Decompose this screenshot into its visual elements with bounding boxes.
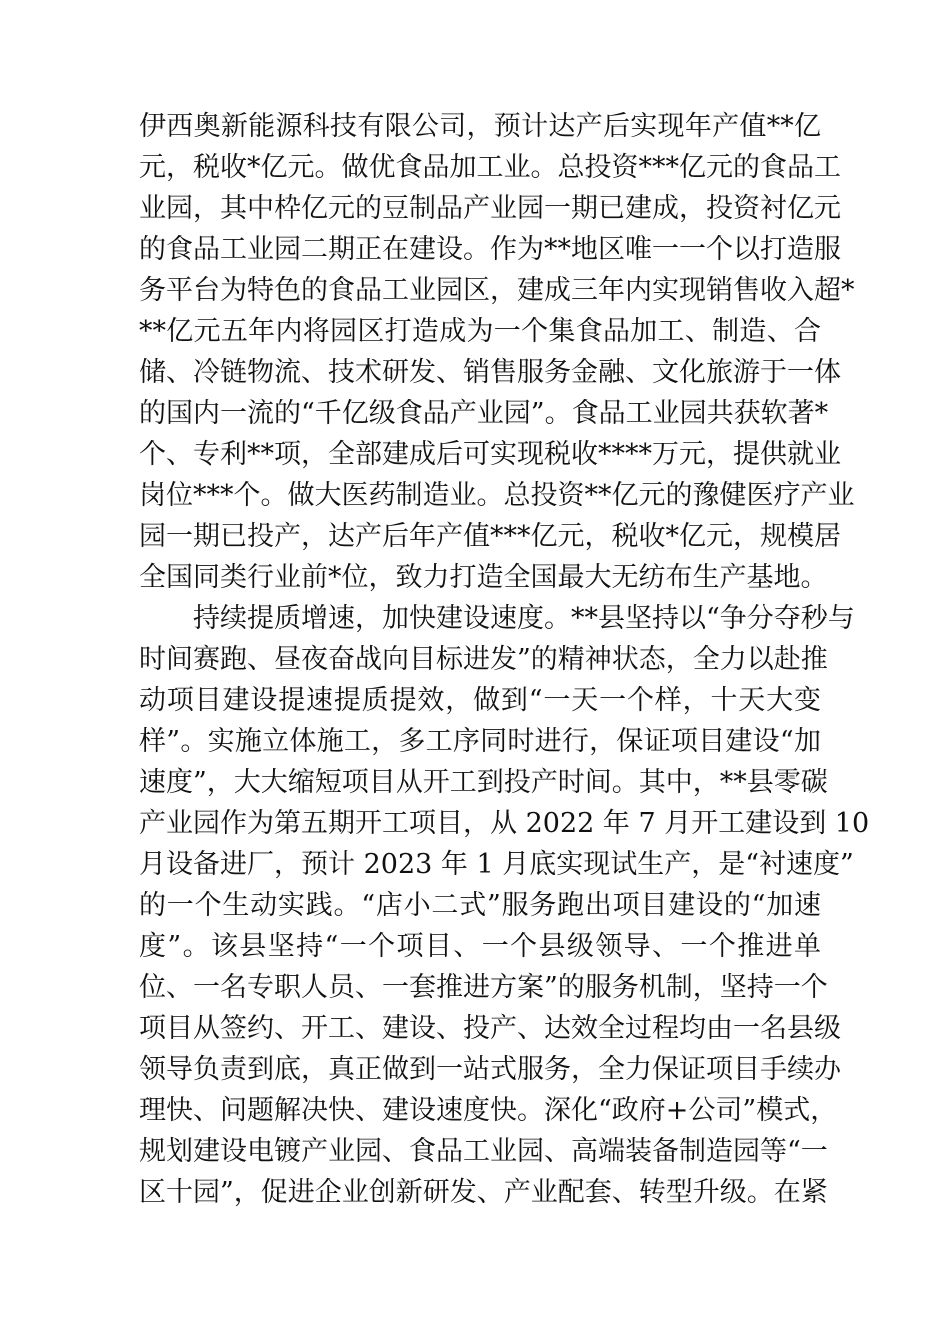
text-line: 伊西奥新能源科技有限公司，预计达产后实现年产值**亿 xyxy=(139,111,821,142)
text-line: 时间赛跑、昼夜奋战向目标进发”的精神状态，全力以赴推 xyxy=(139,644,828,675)
text-line: 理快、问题解决快、建设速度快。深化“政府+公司”模式， xyxy=(139,1095,838,1126)
text-line: 的一个生动实践。“店小二式”服务跑出项目建设的“加速 xyxy=(139,890,821,921)
text-line: 的食品工业园二期正在建设。作为**地区唯一一个以打造服 xyxy=(139,234,841,265)
text-line: 岗位***个。做大医药制造业。总投资**亿元的豫健医疗产业 xyxy=(139,480,855,511)
body-text xyxy=(139,106,870,1213)
text-line: 全国同类行业前*位，致力打造全国最大无纺布生产基地。 xyxy=(139,562,828,593)
text-line: 的国内一流的“千亿级食品产业园”。食品工业园共获软著* xyxy=(139,398,829,429)
text-line: 月设备进厂，预计 2023 年 1 月底实现试生产，是“衬速度” xyxy=(139,849,854,880)
text-line: 元，税收*亿元。做优食品加工业。总投资***亿元的食品工 xyxy=(139,152,841,183)
text-line: **亿元五年内将园区打造成为一个集食品加工、制造、合 xyxy=(139,316,821,347)
text-line: 个、专利**项，全部建成后可实现税收****万元，提供就业 xyxy=(139,439,841,470)
text-line: 储、冷链物流、技术研发、销售服务金融、文化旅游于一体 xyxy=(139,357,841,388)
text-line: 样”。实施立体施工，多工序同时进行，保证项目建设“加 xyxy=(139,726,821,757)
text-line: 产业园作为第五期开工项目，从 2022 年 7 月开工建设到 10 xyxy=(139,808,870,839)
text-line: 区十园”，促进企业创新研发、产业配套、转型升级。在紧 xyxy=(139,1177,828,1208)
text-line: 领导负责到底，真正做到一站式服务，全力保证项目手续办 xyxy=(139,1054,841,1085)
text-line: 业园，其中枠亿元的豆制品产业园一期已建成，投资衬亿元 xyxy=(139,193,841,224)
text-line: 速度”，大大缩短项目从开工到投产时间。其中，**县零碳 xyxy=(139,767,828,798)
text-line: 持续提质增速，加快建设速度。**县坚持以“争分夺秒与 xyxy=(139,603,855,634)
text-line: 项目从签约、开工、建设、投产、达效全过程均由一名县级 xyxy=(139,1013,841,1044)
text-line: 度”。该县坚持“一个项目、一个县级领导、一个推进单 xyxy=(139,931,821,962)
text-line: 位、一名专职人员、一套推进方案”的服务机制，坚持一个 xyxy=(139,972,828,1003)
text-line: 务平台为特色的食品工业园区，建成三年内实现销售收入超* xyxy=(139,275,855,306)
text-line: 动项目建设提速提质提效，做到“一天一个样，十天大变 xyxy=(139,685,821,716)
text-line: 园一期已投产，达产后年产值***亿元，税收*亿元，规模居 xyxy=(139,521,841,552)
text-line: 规划建设电镀产业园、食品工业园、高端装备制造园等“一 xyxy=(139,1136,828,1167)
